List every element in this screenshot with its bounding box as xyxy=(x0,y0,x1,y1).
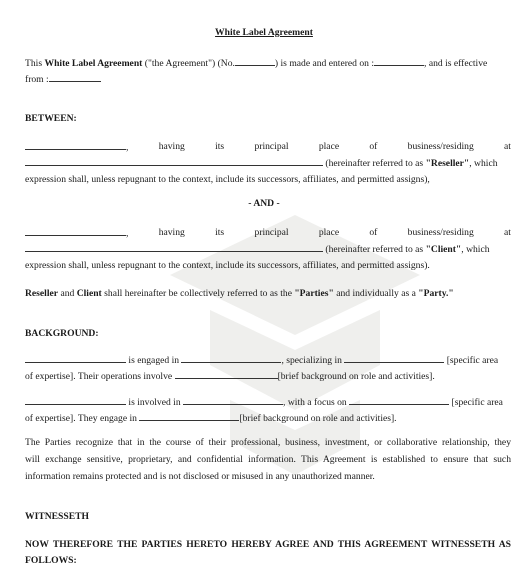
party1-address-blank[interactable] xyxy=(25,157,323,166)
recognize-line2: will exchange sensitive, proprietary, and confidential information. This Agreement is established to ensure that such xyxy=(25,454,511,465)
now-therefore-line1: NOW THEREFORE THE PARTIES HERETO HEREBY AGREE AND THIS AGREEMENT WITNESSETH AS xyxy=(25,539,511,550)
now-therefore-line2: FOLLOWS: xyxy=(25,555,77,566)
background-b1-line1: is engaged in , specializing in [specific area xyxy=(25,354,498,366)
party1-name-blank[interactable] xyxy=(25,141,126,150)
effective-date-blank[interactable] xyxy=(49,73,101,82)
and-separator: - AND - xyxy=(248,198,280,209)
background-heading: BACKGROUND: xyxy=(25,328,99,339)
party1-line: , having its principal place of business/residing at xyxy=(25,141,511,153)
collective-definition: Reseller and Client shall hereinafter be collectively referred to as the "Parties" and individually as a "Party." xyxy=(25,288,454,299)
background-b1-line2: of expertise]. Their operations involve [brief background on role and activities]. xyxy=(25,371,435,382)
background-specialty1-blank[interactable] xyxy=(344,354,444,363)
agreement-date-blank[interactable] xyxy=(374,57,424,66)
document-title: White Label Agreement xyxy=(215,27,313,38)
background-b2-line2: of expertise]. They engage in [brief background on role and activities]. xyxy=(25,413,397,424)
background-industry1-blank[interactable] xyxy=(181,354,281,363)
party2-name-blank[interactable] xyxy=(25,227,126,236)
agreement-number-blank[interactable] xyxy=(235,57,275,66)
background-specialty2-blank[interactable] xyxy=(349,396,449,405)
party2-expression: expression shall, unless repugnant to the context, include its successors, affiliates, and permitted assigns). xyxy=(25,260,430,271)
background-party2-blank[interactable] xyxy=(25,396,126,405)
background-b2-line1: is involved in , with a focus on [specific area xyxy=(25,396,503,408)
background-party1-blank[interactable] xyxy=(25,354,126,363)
party2-line: , having its principal place of business/residing at xyxy=(25,227,511,239)
intro-from-line: from : xyxy=(25,73,101,85)
background-industry2-blank[interactable] xyxy=(183,396,283,405)
intro-line: This White Label Agreement ("the Agreement") (No. ) is made and entered on : , and is effective xyxy=(25,58,488,69)
background-operations1-blank[interactable] xyxy=(175,370,278,379)
party1-expression: expression shall, unless repugnant to the context, include its successors, affiliates, and permitted assigns), xyxy=(25,174,430,185)
party2-address-blank[interactable] xyxy=(25,243,323,252)
between-heading: BETWEEN: xyxy=(25,113,77,124)
recognize-line3: information remains protected and is not disclosed or misused in any unauthorized manner. xyxy=(25,471,375,482)
party2-ref-line: (hereinafter referred to as "Client", which xyxy=(25,243,511,255)
recognize-line1: The Parties recognize that in the course of their professional, business, investment, or collaborative relationship, they xyxy=(25,437,511,448)
witnesseth-heading: WITNESSETH xyxy=(25,511,89,522)
background-operations2-blank[interactable] xyxy=(139,412,239,421)
party1-ref-line: (hereinafter referred to as "Reseller", which xyxy=(25,157,511,169)
